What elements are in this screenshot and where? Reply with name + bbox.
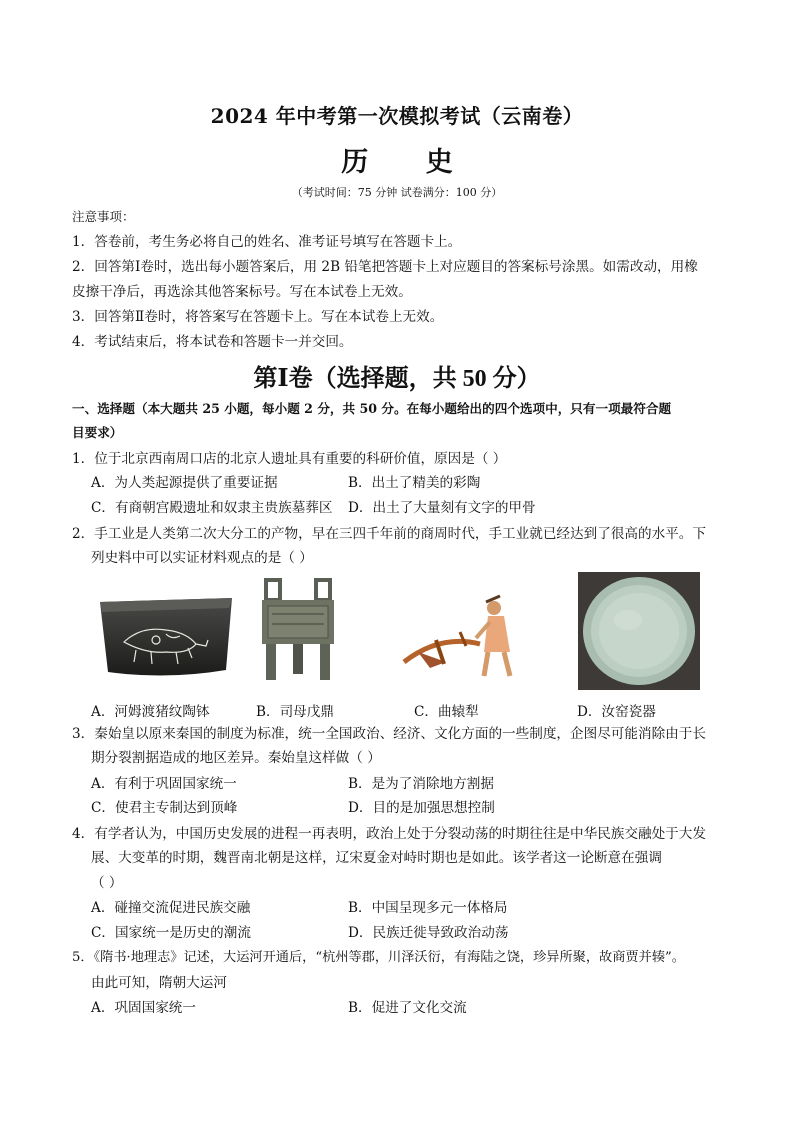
section-instruction: 目要求）: [72, 425, 123, 440]
section-title: 第Ⅰ卷（选择题，共 50 分）: [253, 366, 541, 392]
option-b: B．出土了精美的彩陶: [348, 475, 481, 491]
question-stem: 期分裂割据造成的地区差异。秦始皇这样做（ ）: [91, 750, 381, 766]
question-stem: 2．手工业是人类第二次大分工的产物，早在三四千年前的商周时代，手工业就已经达到了很高的水平。下: [72, 526, 706, 542]
option-d: D．汝窑瓷器: [577, 704, 656, 720]
option-b: B．中国呈现多元一体格局: [348, 900, 508, 916]
notice-item: 2．回答第Ⅰ卷时，选出每小题答案后，用 2B 铅笔把答题卡上对应题目的答案标号涂黑。如需改动，用橡: [72, 259, 698, 275]
subject-title: 历 史: [341, 147, 477, 178]
option-a: A．为人类起源提供了重要证据: [91, 475, 278, 491]
exam-info: （考试时间：75 分钟 试卷满分：100 分）: [291, 186, 503, 199]
exam-title: 2024 年中考第一次模拟考试（云南卷）: [210, 104, 584, 128]
option-a: A．巩固国家统一: [91, 1000, 196, 1016]
option-d: D．民族迁徙导致政治动荡: [348, 925, 509, 941]
question-stem: 3．秦始皇以原来秦国的制度为标准，统一全国政治、经济、文化方面的一些制度，企图尽可能消除由于长: [72, 726, 706, 742]
option-d: D．目的是加强思想控制: [348, 800, 495, 816]
bronze-ding-image: [258, 578, 338, 682]
plough-image: [400, 592, 530, 678]
notice-heading: 注意事项：: [72, 209, 135, 224]
option-b: B．是为了消除地方割据: [348, 776, 494, 792]
option-a: A．碰撞交流促进民族交融: [91, 900, 251, 916]
question-stem: （ ）: [91, 875, 123, 891]
option-c: C．国家统一是历史的潮流: [91, 925, 251, 941]
option-d: D．出土了大量刻有文字的甲骨: [348, 500, 536, 516]
question-stem: 1．位于北京西南周口店的北京人遗址具有重要的科研价值，原因是（ ）: [72, 451, 507, 467]
option-b: B．促进了文化交流: [348, 1000, 467, 1016]
option-b: B．司母戊鼎: [256, 704, 334, 720]
question-stem: 由此可知，隋朝大运河: [91, 975, 227, 991]
celadon-dish-image: [578, 572, 700, 690]
question-stem: 5．《隋书·地理志》记述，大运河开通后，“杭州等郡，川泽沃衍，有海陆之饶，珍异所聚，故商贾并辏”。: [72, 950, 685, 965]
question-stem: 展、大变革的时期，魏晋南北朝是这样，辽宋夏金对峙时期也是如此。该学者这一论断意在强调: [91, 850, 662, 866]
question-stem: 列史料中可以实证材料观点的是（ ）: [91, 550, 313, 566]
section-instruction: 一、选择题（本大题共 25 小题，每小题 2 分，共 50 分。在每小题给出的四个选项中，只有一项最符合题: [72, 401, 672, 416]
option-c: C．曲辕犁: [414, 704, 479, 720]
pottery-bowl-image: [96, 592, 236, 680]
option-a: A．有利于巩固国家统一: [91, 776, 237, 792]
question-stem: 4．有学者认为，中国历史发展的进程一再表明，政治上处于分裂动荡的时期往往是中华民族交融处于大发: [72, 826, 706, 842]
notice-item: 4．考试结束后，将本试卷和答题卡一并交回。: [72, 334, 353, 350]
notice-item: 3．回答第Ⅱ卷时，将答案写在答题卡上。写在本试卷上无效。: [72, 309, 444, 325]
option-c: C．有商朝宫殿遗址和奴隶主贵族墓葬区: [91, 500, 333, 516]
notice-item: 皮擦干净后，再选涂其他答案标号。写在本试卷上无效。: [72, 284, 412, 300]
option-a: A．河姆渡猪纹陶钵: [91, 704, 210, 720]
option-c: C．使君主专制达到顶峰: [91, 800, 238, 816]
notice-item: 1．答卷前，考生务必将自己的姓名、准考证号填写在答题卡上。: [72, 234, 462, 250]
